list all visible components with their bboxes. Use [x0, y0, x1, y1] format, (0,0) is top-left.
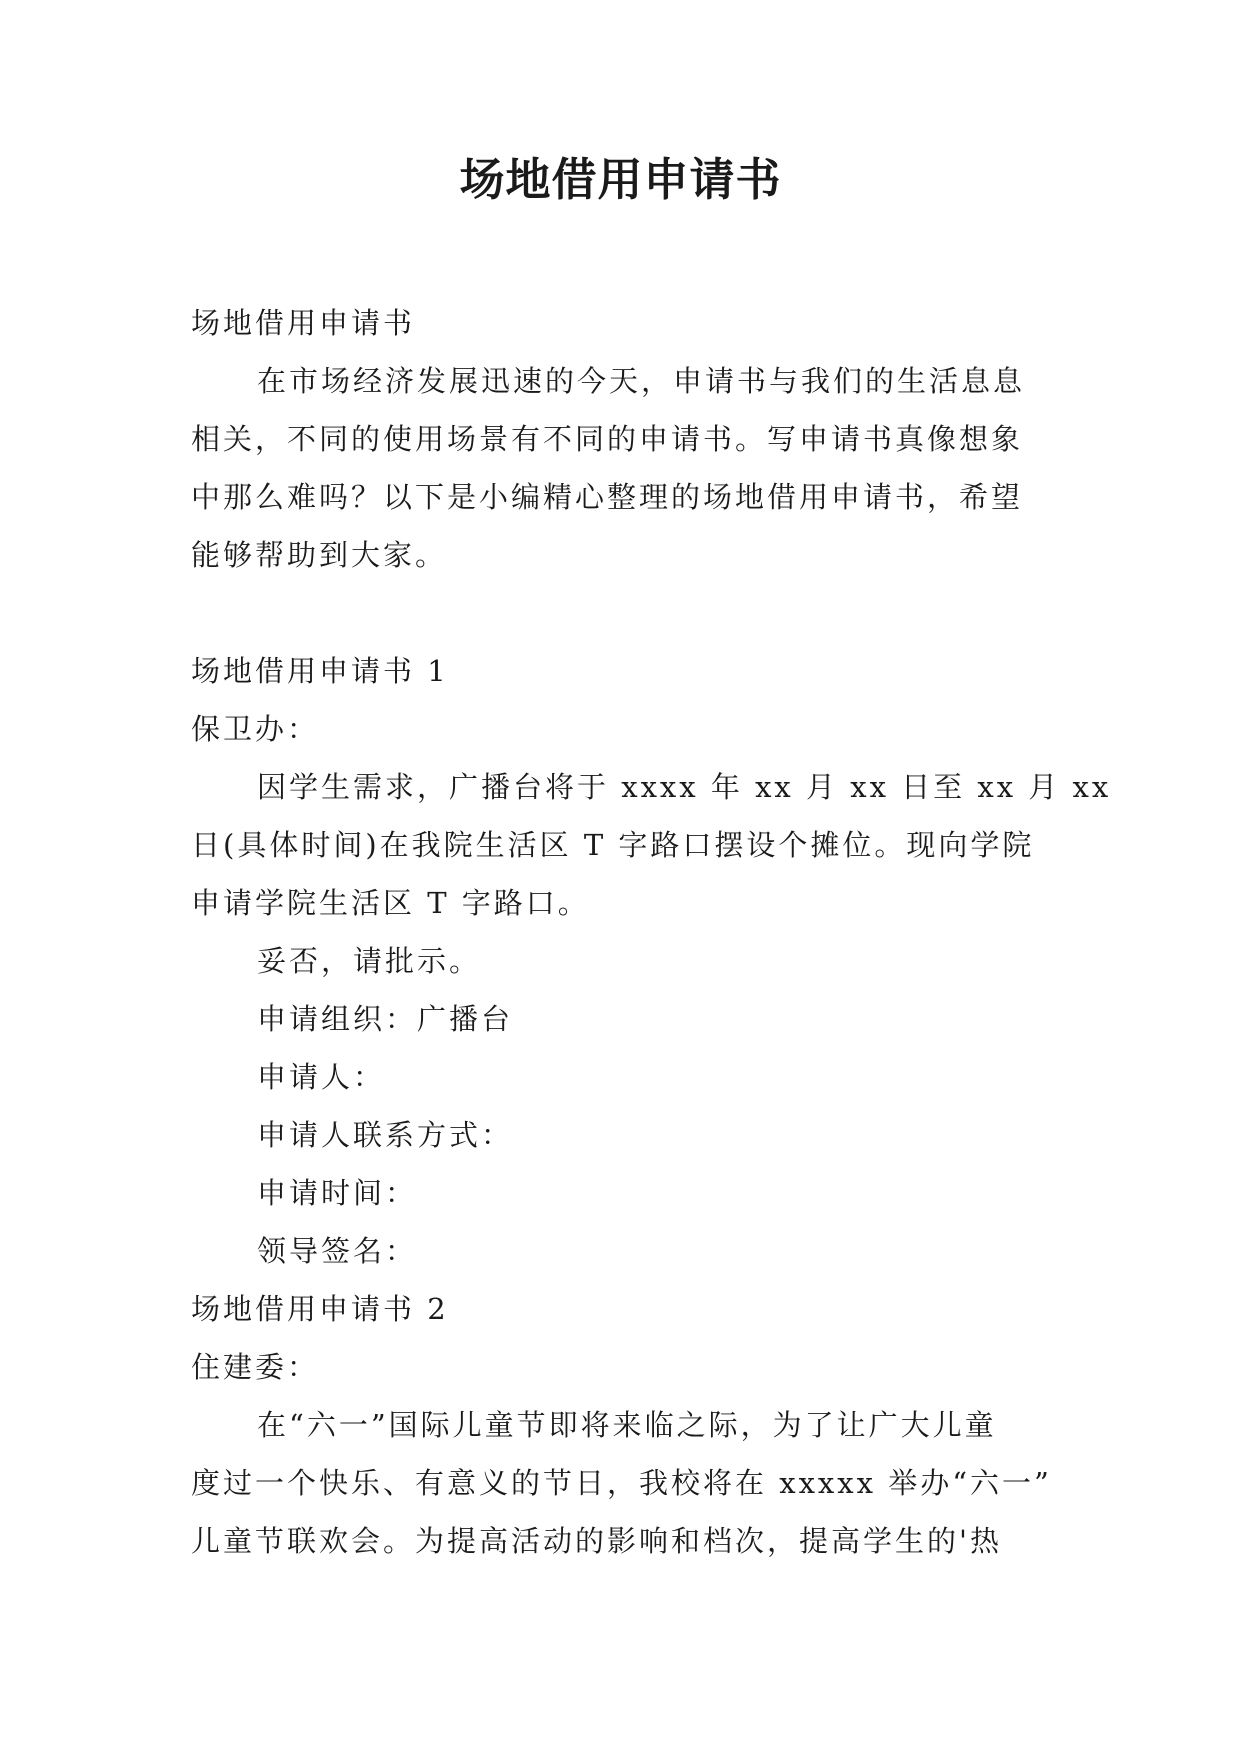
section-heading-1: 场地借用申请书 1	[191, 654, 449, 688]
line-11: 申请学院生活区 T 字路口。	[191, 886, 590, 920]
addressee-2: 住建委：	[191, 1350, 320, 1384]
line-9: 因学生需求，广播台将于 xxxx 年 xx 月 xx 日至 xx 月 xx	[257, 770, 1112, 804]
line-12: 妥否，请批示。	[257, 944, 482, 978]
line-3: 相关，不同的使用场景有不同的申请书。写申请书真像想象	[191, 422, 1024, 456]
section-heading-2: 场地借用申请书 2	[191, 1292, 449, 1326]
applicant-org: 申请组织：广播台	[257, 1002, 514, 1036]
line-22: 儿童节联欢会。为提高活动的影响和档次，提高学生的'热	[191, 1524, 1002, 1558]
leader-signature: 领导签名：	[257, 1234, 418, 1268]
applicant: 申请人：	[257, 1060, 386, 1094]
line-1: 场地借用申请书	[191, 306, 416, 340]
line-10: 日(具体时间)在我院生活区 T 字路口摆设个摊位。现向学院	[191, 828, 1035, 862]
application-time: 申请时间：	[257, 1176, 418, 1210]
line-20: 在“六一”国际儿童节即将来临之际，为了让广大儿童	[257, 1408, 997, 1442]
addressee-1: 保卫办：	[191, 712, 320, 746]
line-21: 度过一个快乐、有意义的节日，我校将在 xxxxx 举办“六一”	[191, 1466, 1052, 1500]
line-4: 中那么难吗？以下是小编精心整理的场地借用申请书，希望	[191, 480, 1024, 514]
document-title: 场地借用申请书	[459, 153, 782, 206]
document-body	[191, 294, 1112, 1570]
applicant-contact: 申请人联系方式：	[257, 1118, 514, 1152]
blank-line	[191, 584, 1051, 642]
line-2: 在市场经济发展迅速的今天，申请书与我们的生活息息	[257, 364, 1026, 398]
line-5: 能够帮助到大家。	[191, 538, 448, 572]
